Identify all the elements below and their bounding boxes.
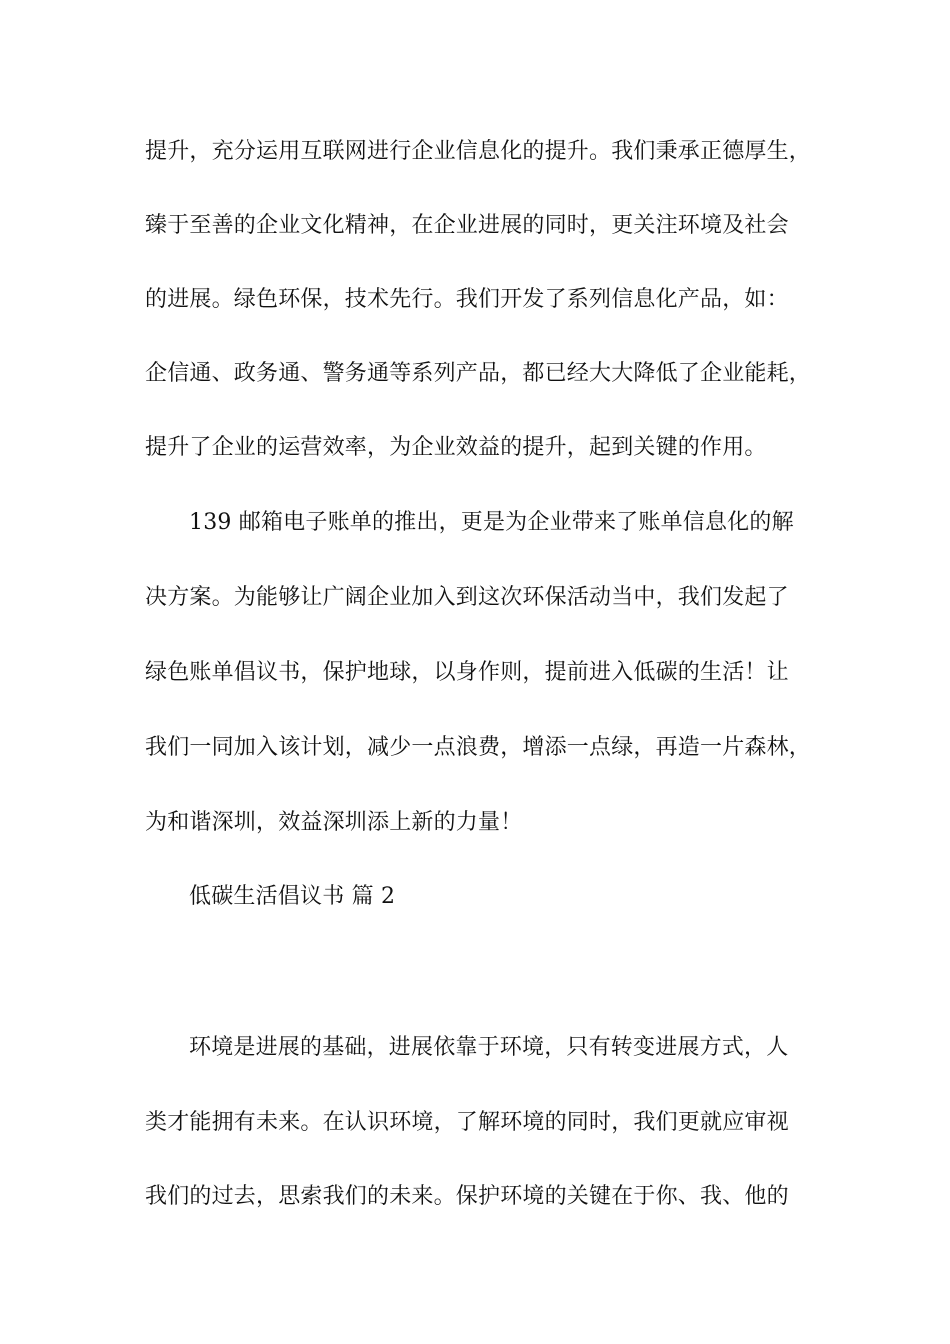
paragraph-line: 决方案。为能够让广阔企业加入到这次环保活动当中，我们发起了 xyxy=(145,585,789,610)
paragraph-line: 139 邮箱电子账单的推出，更是为企业带来了账单信息化的解 xyxy=(189,510,794,535)
paragraph-line: 为和谐深圳，效益深圳添上新的力量！ xyxy=(145,810,523,835)
section-heading: 低碳生活倡议书 篇 2 xyxy=(189,884,396,909)
paragraph-line: 我们的过去，思索我们的未来。保护环境的关键在于你、我、他的 xyxy=(145,1184,789,1209)
paragraph-line: 我们一同加入该计划，减少一点浪费，增添一点绿，再造一片森林， xyxy=(145,735,812,760)
paragraph-line: 环境是进展的基础，进展依靠于环境，只有转变进展方式，人 xyxy=(189,1035,789,1060)
paragraph-line: 提升，充分运用互联网进行企业信息化的提升。我们秉承正德厚生， xyxy=(145,139,812,164)
paragraph-line: 类才能拥有未来。在认识环境，了解环境的同时，我们更就应审视 xyxy=(145,1110,789,1135)
paragraph-line: 提升了企业的运营效率，为企业效益的提升，起到关键的作用。 xyxy=(145,435,767,460)
paragraph-line: 绿色账单倡议书，保护地球，以身作则，提前进入低碳的生活！让 xyxy=(145,660,789,685)
paragraph-line: 企信通、政务通、警务通等系列产品，都已经大大降低了企业能耗， xyxy=(145,361,812,386)
paragraph-line: 的进展。绿色环保，技术先行。我们开发了系列信息化产品，如： xyxy=(145,287,789,312)
paragraph-line: 臻于至善的企业文化精神，在企业进展的同时，更关注环境及社会 xyxy=(145,213,789,238)
